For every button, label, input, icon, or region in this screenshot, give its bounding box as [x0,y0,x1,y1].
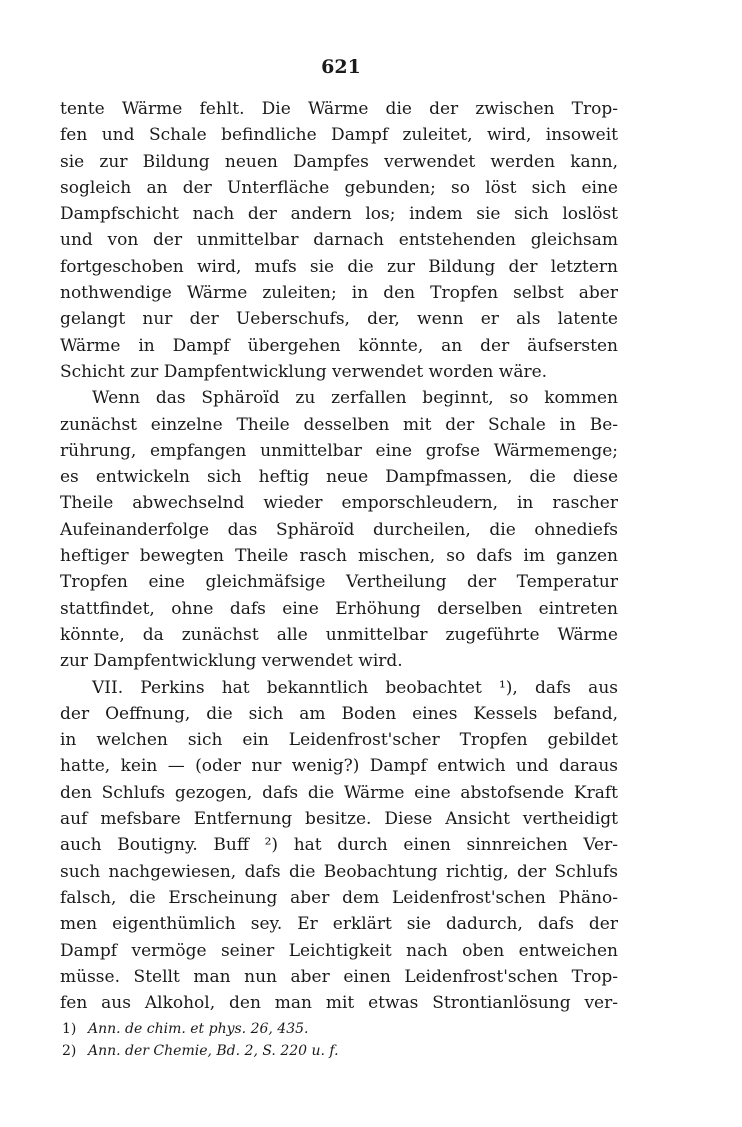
footnote-text: Ann. de chim. et phys. 26, 435. [88,1021,309,1037]
text-line: Tropfen eine gleichmäfsige Vertheilung der Temperatur [60,572,618,593]
text-line: Wärme in Dampf übergehen könnte, an der äufsersten [60,335,618,356]
text-line: Wenn das Sphäroïd zu zerfallen beginnt, so kommen [92,388,618,409]
text-line: gelangt nur der Ueberschufs, der, wenn er als latente [60,309,618,330]
text-line: heftiger bewegten Theile rasch mischen, so dafs im ganzen [60,546,618,567]
text-line: der Oeffnung, die sich am Boden eines Kessels befand, [60,703,618,724]
body-text [60,96,618,1016]
text-line: rührung, empfangen unmittelbar eine grofse Wärmemenge; [60,440,618,461]
footnote-number: 1) [62,1021,77,1037]
text-line: in welchen sich ein Leidenfrost'scher Tropfen gebildet [60,730,618,751]
text-line: tente Wärme fehlt. Die Wärme die der zwischen Trop- [60,99,618,119]
text-line: den Schlufs gezogen, dafs die Wärme eine abstofsende Kraft [60,782,618,803]
footnotes [62,1018,562,1062]
footnote-number: 2) [62,1043,77,1059]
text-line: zunächst einzelne Theile desselben mit der Schale in Be- [60,414,618,435]
text-line: Dampfschicht nach der andern los; indem sie sich loslöst [60,204,618,225]
text-line: sie zur Bildung neuen Dampfes verwendet werden kann, [60,151,618,172]
text-line: Theile abwechselnd wieder emporschleudern, in rascher [60,493,618,514]
text-line: fen aus Alkohol, den man mit etwas Strontianlösung ver- [60,993,618,1014]
text-line: falsch, die Erscheinung aber dem Leidenfrost'schen Phäno- [60,887,618,908]
text-line: fen und Schale befindliche Dampf zuleitet, wird, insoweit [60,125,618,146]
page-number: 621 [321,56,361,78]
text-line: VII. Perkins hat bekanntlich beobachtet ¹), dafs aus [92,677,618,698]
text-line: such nachgewiesen, dafs die Beobachtung richtig, der Schlufs [60,861,618,882]
text-line: auf mefsbare Entfernung besitze. Diese Ansicht vertheidigt [60,809,618,830]
text-line: müsse. Stellt man nun aber einen Leidenfrost'schen Trop- [60,966,618,987]
text-line: und von der unmittelbar darnach entstehenden gleichsam [60,230,618,251]
text-line: Dampf vermöge seiner Leichtigkeit nach oben entweichen [60,940,618,961]
text-line: nothwendige Wärme zuleiten; in den Tropfen selbst aber [60,283,618,304]
text-line: hatte, kein — (oder nur wenig?) Dampf entwich und daraus [60,756,618,777]
text-line: sogleich an der Unterfläche gebunden; so löst sich eine [60,177,618,198]
text-line: auch Boutigny. Buff ²) hat durch einen sinnreichen Ver- [60,835,618,856]
text-line: stattfindet, ohne dafs eine Erhöhung derselben eintreten [60,598,618,619]
text-line: Schicht zur Dampfentwicklung verwendet worden wäre. [60,361,548,382]
text-line: es entwickeln sich heftig neue Dampfmassen, die diese [60,467,618,488]
footnote [62,1018,562,1040]
text-line: men eigenthümlich sey. Er erklärt sie dadurch, dafs der [60,914,618,935]
text-line: Aufeinanderfolge das Sphäroïd durcheilen, die ohnediefs [60,519,618,540]
text-line: fortgeschoben wird, mufs sie die zur Bildung der letztern [60,256,618,277]
text-line: zur Dampfentwicklung verwendet wird. [60,651,403,672]
footnote [62,1040,562,1062]
footnote-text: Ann. der Chemie, Bd. 2, S. 220 u. f. [88,1043,339,1059]
text-line: könnte, da zunächst alle unmittelbar zugeführte Wärme [60,624,618,645]
